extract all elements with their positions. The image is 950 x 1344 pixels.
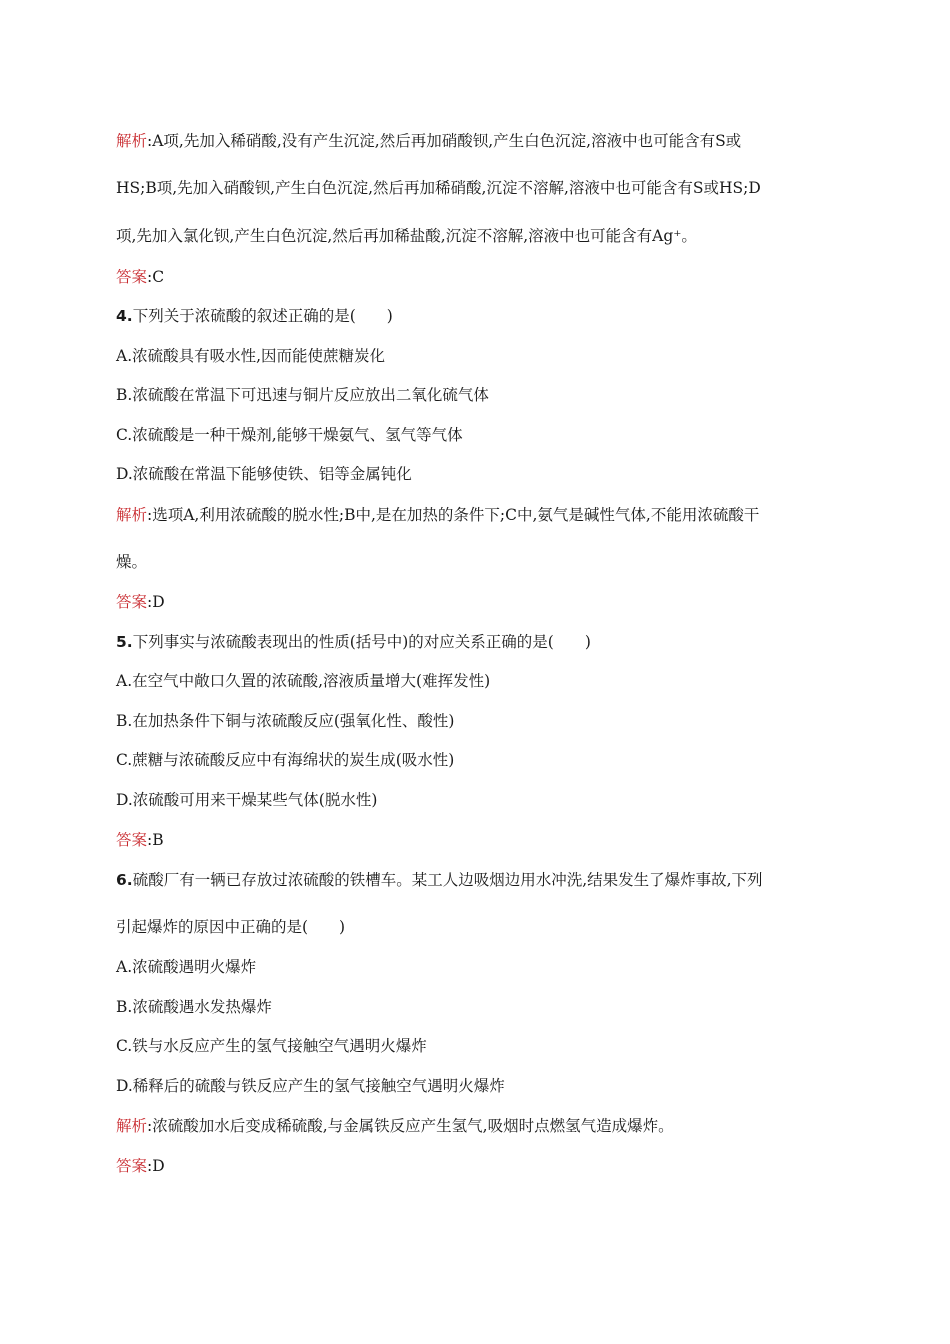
option-a: A.在空气中敞口久置的浓硫酸,溶液质量增大(难挥发性) [116, 672, 491, 690]
option-d: D.稀释后的硫酸与铁反应产生的氢气接触空气遇明火爆炸 [116, 1077, 505, 1095]
answer-line [116, 592, 165, 612]
analysis-label: 解析 [116, 1117, 148, 1135]
question-stem [116, 306, 393, 326]
answer-label: 答案 [116, 831, 148, 849]
option-c: C.蔗糖与浓硫酸反应中有海绵状的炭生成(吸水性) [116, 751, 455, 769]
option-b: B.浓硫酸遇水发热爆炸 [116, 998, 272, 1016]
analysis-text: HS;B项,先加入硝酸钡,产生白色沉淀,然后再加稀硝酸,沉淀不溶解,溶液中也可能含有S或HS;D [116, 179, 761, 197]
question-number: 5. [116, 633, 133, 651]
option-b: B.浓硫酸在常温下可迅速与铜片反应放出二氧化硫气体 [116, 386, 489, 404]
question-text: 下列事实与浓硫酸表现出的性质(括号中)的对应关系正确的是( ) [132, 633, 591, 651]
question-number: 6. [116, 871, 133, 889]
question-number: 4. [116, 307, 133, 325]
analysis-label: 解析 [116, 132, 148, 150]
option-b: B.在加热条件下铜与浓硫酸反应(强氧化性、酸性) [116, 712, 455, 730]
analysis-label: 解析 [116, 506, 148, 524]
question-text: 引起爆炸的原因中正确的是( ) [116, 918, 346, 936]
analysis-text: :选项A,利用浓硫酸的脱水性;B中,是在加热的条件下;C中,氨气是碱性气体,不能用浓硫酸干 [147, 506, 760, 524]
analysis-line [116, 178, 761, 198]
answer-text: :C [147, 268, 165, 286]
analysis-text: :A项,先加入稀硝酸,没有产生沉淀,然后再加硝酸钡,产生白色沉淀,溶液中也可能含有S或 [147, 132, 742, 150]
option-d: D.浓硫酸可用来干燥某些气体(脱水性) [116, 791, 378, 809]
analysis-line [116, 505, 759, 525]
answer-label: 答案 [116, 593, 148, 611]
analysis-line [116, 552, 147, 572]
answer-line [116, 1156, 165, 1176]
answer-text: :B [147, 831, 164, 849]
analysis-line [116, 1116, 674, 1136]
answer-label: 答案 [116, 268, 148, 286]
question-text: 硫酸厂有一辆已存放过浓硫酸的铁槽车。某工人边吸烟边用水冲洗,结果发生了爆炸事故,下列 [132, 871, 763, 889]
question-text: 下列关于浓硫酸的叙述正确的是( ) [132, 307, 393, 325]
option-a: A.浓硫酸具有吸水性,因而能使蔗糖炭化 [116, 347, 386, 365]
option-a: A.浓硫酸遇明火爆炸 [116, 958, 257, 976]
answer-label: 答案 [116, 1157, 148, 1175]
option-c: C.浓硫酸是一种干燥剂,能够干燥氨气、氢气等气体 [116, 426, 463, 444]
question-stem [116, 632, 591, 652]
option-c: C.铁与水反应产生的氢气接触空气遇明火爆炸 [116, 1037, 427, 1055]
answer-line [116, 267, 164, 287]
answer-text: :D [147, 1157, 165, 1175]
analysis-text: :浓硫酸加水后变成稀硫酸,与金属铁反应产生氢气,吸烟时点燃氢气造成爆炸。 [147, 1117, 674, 1135]
analysis-text: 燥。 [116, 553, 148, 571]
option-d: D.浓硫酸在常温下能够使铁、铝等金属钝化 [116, 465, 412, 483]
question-stem-cont [116, 917, 345, 937]
analysis-line [116, 131, 741, 151]
analysis-text: 项,先加入氯化钡,产生白色沉淀,然后再加稀盐酸,沉淀不溶解,溶液中也可能含有Ag⁺。 [116, 227, 697, 245]
analysis-line [116, 226, 697, 246]
answer-line [116, 830, 164, 850]
answer-text: :D [147, 593, 165, 611]
question-stem [116, 870, 763, 890]
